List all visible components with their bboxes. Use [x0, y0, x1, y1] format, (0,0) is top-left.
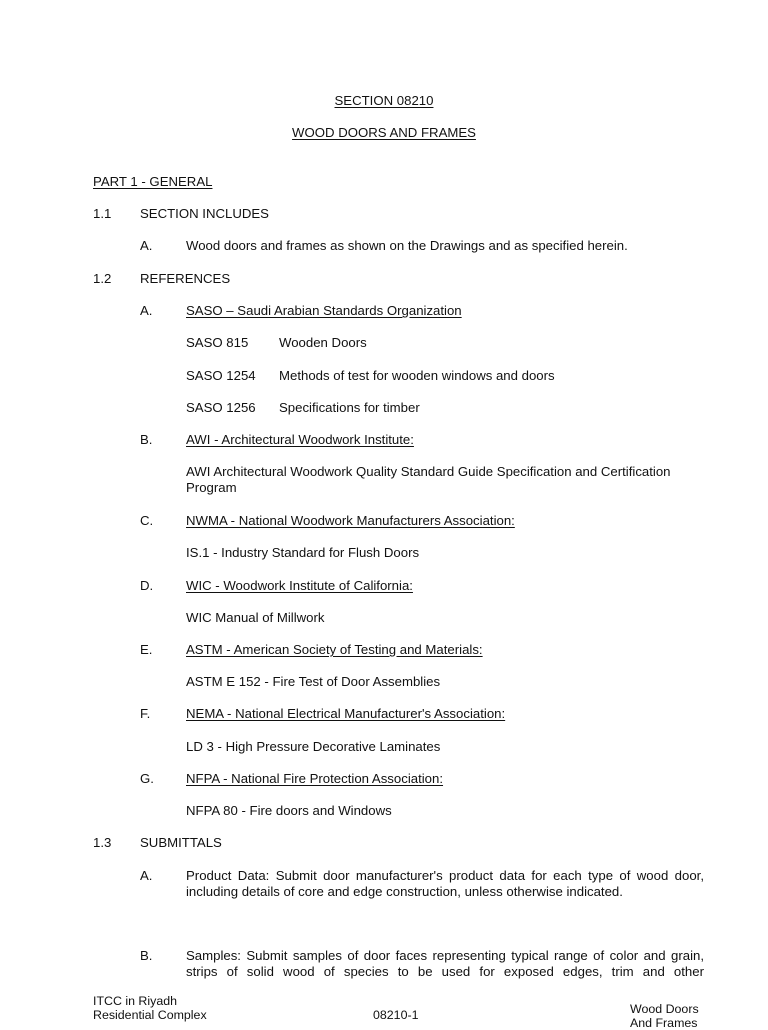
reference-detail: NFPA 80 - Fire doors and Windows	[186, 803, 392, 818]
section-number: SECTION 08210	[334, 93, 434, 108]
article-number: 1.2	[93, 271, 112, 286]
article-title: SUBMITTALS	[140, 835, 222, 850]
paragraph-letter: C.	[140, 513, 154, 528]
paragraph-text: Product Data: Submit door manufacturer's product data for each type of wood door, including details of core and edge construction, unless otherwise indicated.	[186, 868, 704, 899]
standard-code: SASO 1256	[186, 400, 256, 415]
footer-section-name-line2: And Frames	[630, 1016, 698, 1030]
paragraph-letter: E.	[140, 642, 153, 657]
reference-detail: LD 3 - High Pressure Decorative Laminates	[186, 739, 441, 754]
footer-project	[93, 994, 207, 1022]
article-title: SECTION INCLUDES	[140, 206, 269, 221]
footer-project-line2: Residential Complex	[93, 1008, 207, 1022]
standard-code: SASO 815	[186, 335, 249, 350]
reference-detail: IS.1 - Industry Standard for Flush Doors	[186, 545, 420, 560]
reference-detail: WIC Manual of Millwork	[186, 610, 325, 625]
standard-code: SASO 1254	[186, 368, 256, 383]
reference-detail: ASTM E 152 - Fire Test of Door Assemblies	[186, 674, 441, 689]
paragraph-letter: B.	[140, 948, 153, 963]
footer-section-name	[630, 1002, 699, 1030]
paragraph-text: Wood doors and frames as shown on the Drawings and as specified herein.	[186, 238, 628, 253]
paragraph-text: Samples: Submit samples of door faces representing typical range of color and grain, strips of solid wood of species to be used for exposed edges, trim and other	[186, 948, 704, 979]
reference-organization: NFPA - National Fire Protection Association:	[186, 771, 444, 786]
footer-section-name-line1: Wood Doors	[630, 1002, 699, 1016]
standard-description: Methods of test for wooden windows and doors	[279, 368, 555, 383]
reference-organization: SASO – Saudi Arabian Standards Organization	[186, 303, 462, 318]
paragraph-letter: F.	[140, 706, 151, 721]
reference-detail: AWI Architectural Woodwork Quality Standard Guide Specification and Certification Program	[186, 464, 671, 495]
standard-description: Wooden Doors	[279, 335, 367, 350]
reference-organization: NEMA - National Electrical Manufacturer's Association:	[186, 706, 506, 721]
paragraph-letter: A.	[140, 868, 153, 883]
paragraph-letter: D.	[140, 578, 154, 593]
reference-organization: ASTM - American Society of Testing and Materials:	[186, 642, 483, 657]
section-title: WOOD DOORS AND FRAMES	[292, 125, 476, 140]
reference-organization: WIC - Woodwork Institute of California:	[186, 578, 413, 593]
standard-description: Specifications for timber	[279, 400, 420, 415]
paragraph-letter: G.	[140, 771, 154, 786]
article-number: 1.1	[93, 206, 112, 221]
article-number: 1.3	[93, 835, 112, 850]
reference-organization: NWMA - National Woodwork Manufacturers Association:	[186, 513, 515, 528]
footer-project-line1: ITCC in Riyadh	[93, 994, 178, 1008]
paragraph-letter: A.	[140, 238, 153, 253]
article-title: REFERENCES	[140, 271, 231, 286]
reference-organization: AWI - Architectural Woodwork Institute:	[186, 432, 414, 447]
footer-page-number: 08210-1	[373, 1008, 419, 1022]
paragraph-letter: B.	[140, 432, 153, 447]
part-heading: PART 1 - GENERAL	[93, 174, 213, 189]
paragraph-letter: A.	[140, 303, 153, 318]
